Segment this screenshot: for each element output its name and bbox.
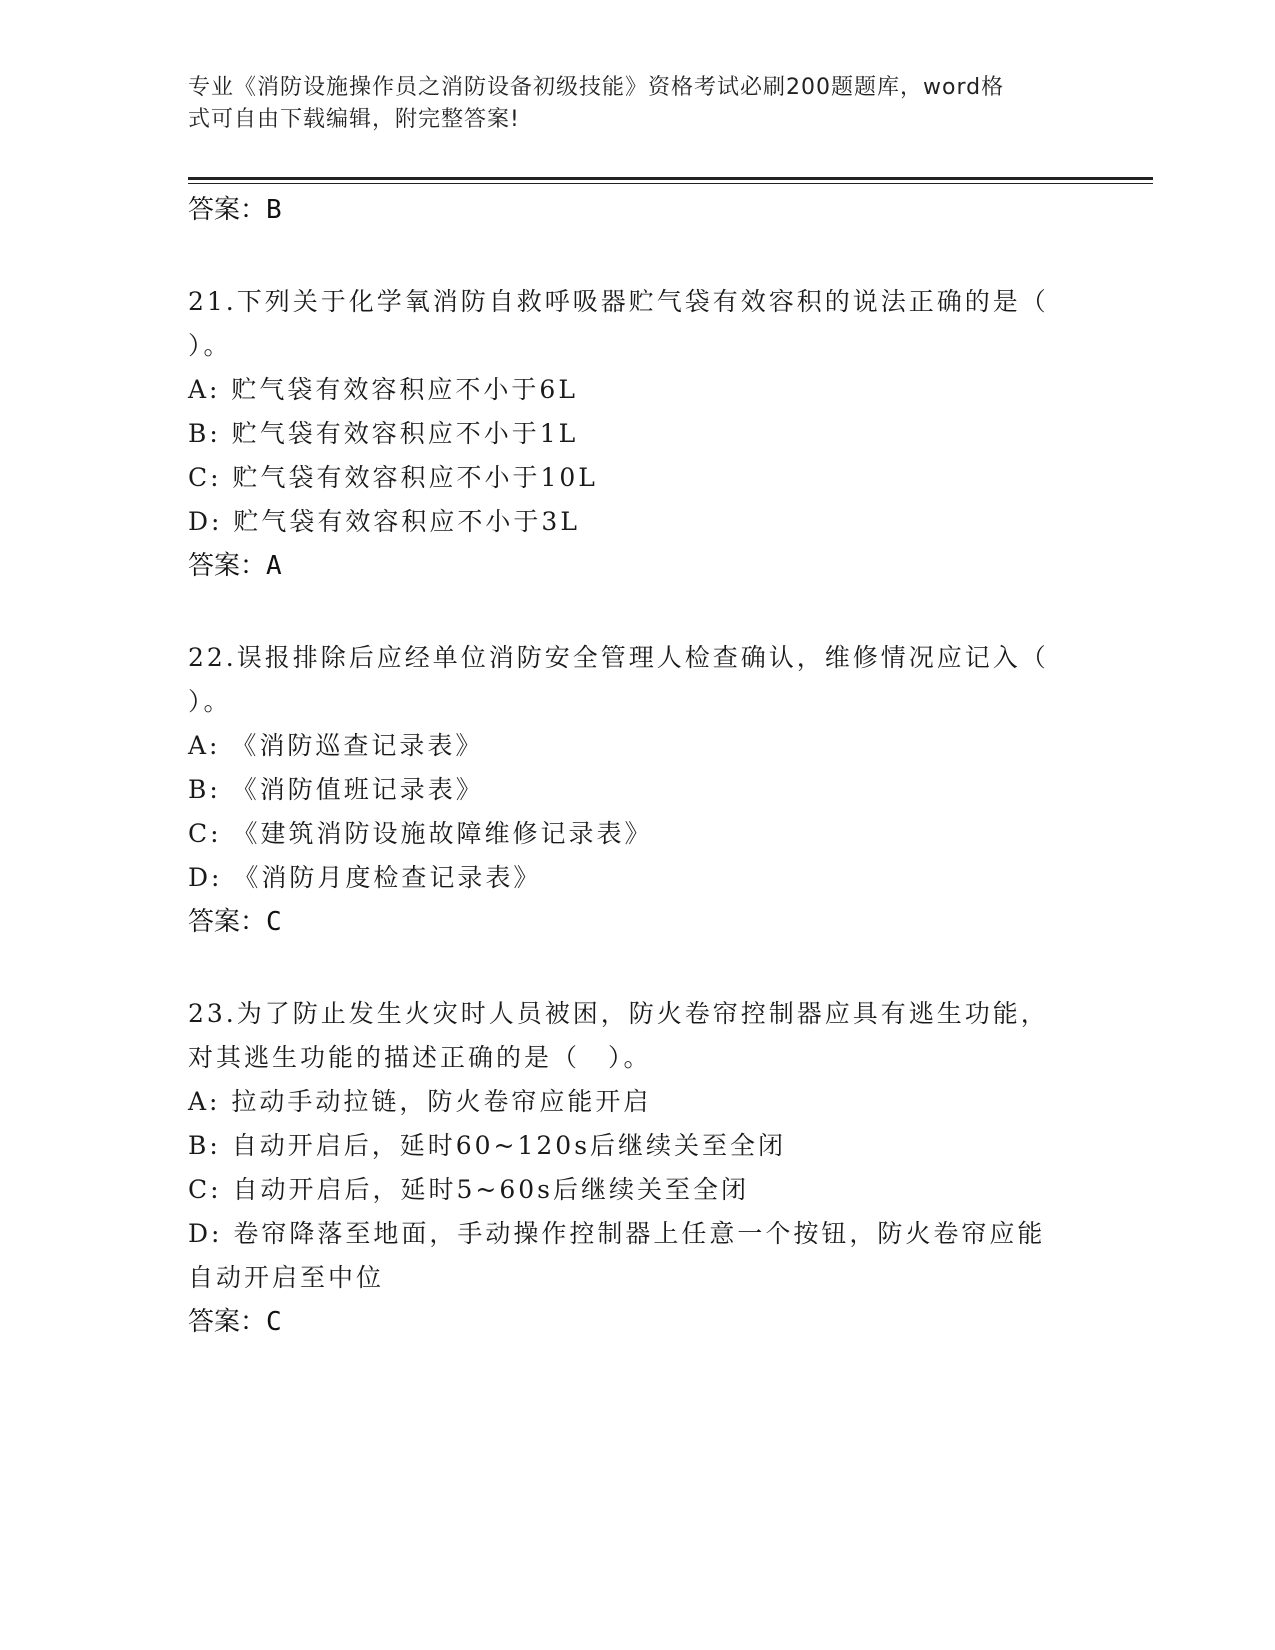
option-d: D: 贮气袋有效容积应不小于3L (188, 507, 580, 536)
header-line-1: 专业《消防设施操作员之消防设备初级技能》资格考试必刷200题题库，word格 (188, 75, 1005, 100)
option-c: C: 《建筑消防设施故障维修记录表》 (188, 819, 653, 848)
question-stem-line-2: 对其逃生功能的描述正确的是（ ）。 (188, 1043, 652, 1072)
question-stem-line-2: ）。 (188, 687, 232, 716)
question-answer: 答案：A (188, 551, 282, 581)
option-b: B: 《消防值班记录表》 (188, 775, 484, 804)
question-21 (188, 280, 1093, 588)
question-list (188, 188, 1093, 1344)
question-answer: 答案：C (188, 907, 282, 937)
question-stem-line-1: 23.为了防止发生火灾时人员被困，防火卷帘控制器应具有逃生功能， (188, 999, 1049, 1028)
question-stem-line-2: ）。 (188, 331, 232, 360)
option-d-continuation: 自动开启至中位 (188, 1263, 385, 1292)
option-b: B: 贮气袋有效容积应不小于1L (188, 419, 579, 448)
document-header (188, 72, 1088, 136)
header-rule-thick (188, 177, 1153, 180)
question-stem-line-1: 22.误报排除后应经单位消防安全管理人检查确认，维修情况应记入（ (188, 643, 1049, 672)
option-a: A: 拉动手动拉链，防火卷帘应能开启 (188, 1087, 652, 1116)
header-line-2: 式可自由下载编辑，附完整答案! (188, 107, 520, 132)
previous-answer: 答案：B (188, 195, 282, 225)
question-22 (188, 636, 1093, 944)
option-c: C: 自动开启后，延时5~60s后继续关至全闭 (188, 1175, 749, 1204)
option-b: B: 自动开启后，延时60~120s后继续关至全闭 (188, 1131, 787, 1160)
header-rule-thin (188, 183, 1153, 184)
option-d: D: 卷帘降落至地面，手动操作控制器上任意一个按钮，防火卷帘应能 (188, 1219, 1046, 1248)
question-answer: 答案：C (188, 1307, 282, 1337)
question-23 (188, 992, 1093, 1344)
option-c: C: 贮气袋有效容积应不小于10L (188, 463, 598, 492)
option-a: A: 《消防巡查记录表》 (188, 731, 484, 760)
option-d: D: 《消防月度检查记录表》 (188, 863, 542, 892)
option-a: A: 贮气袋有效容积应不小于6L (188, 375, 578, 404)
question-stem-line-1: 21.下列关于化学氧消防自救呼吸器贮气袋有效容积的说法正确的是（ (188, 287, 1049, 316)
